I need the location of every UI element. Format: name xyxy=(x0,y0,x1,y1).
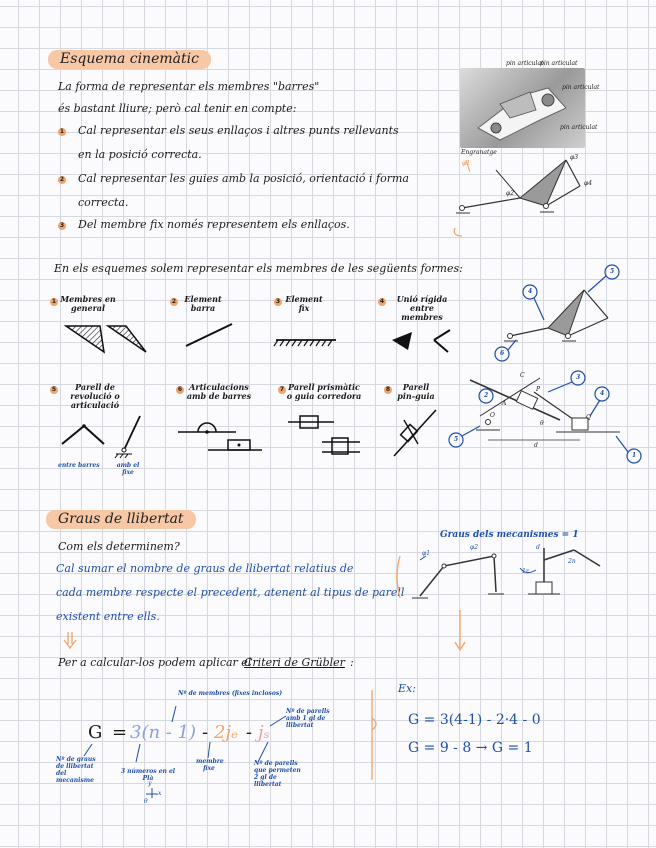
example-label: Ex: xyxy=(398,682,416,695)
example-line: G = 9 - 8 → G = 1 xyxy=(408,740,533,756)
diagram-label: d xyxy=(534,442,538,449)
formula-minus: - xyxy=(246,722,253,743)
mechanism-label: φ4 xyxy=(584,180,593,187)
photo-label: pin articulat xyxy=(560,124,598,131)
colon: : xyxy=(350,656,354,669)
formula-term2: 2jₑ xyxy=(214,722,239,743)
axis-label: θ xyxy=(144,798,148,805)
gruebler-name: Criteri de Grübler xyxy=(244,656,345,669)
form-label: Element barra xyxy=(184,294,222,313)
photo-label: Engranatge xyxy=(461,149,497,156)
form-number: 8 xyxy=(385,386,391,393)
photo-label: pin articulat xyxy=(540,60,578,67)
form-number: 2 xyxy=(171,298,177,305)
photo-label: pin articulat xyxy=(506,60,544,67)
list-item: Cal representar els seus enllaços i altres punts rellevants xyxy=(78,124,399,137)
diagram-number: 1 xyxy=(632,452,637,459)
diagram-number: 4 xyxy=(528,288,533,295)
dof-mark: φ2 xyxy=(470,544,479,551)
diagram-label: O xyxy=(490,412,495,419)
form-note: entre barres xyxy=(58,462,100,469)
gruebler-intro: Per a calcular-los podem aplicar el xyxy=(58,656,252,669)
formula-minus: - xyxy=(202,722,209,743)
diagram-label: Q xyxy=(586,414,591,421)
list-item: en la posició correcta. xyxy=(78,148,202,161)
list-number: 3 xyxy=(59,222,65,229)
form-number: 1 xyxy=(51,298,57,305)
axis-label: x xyxy=(158,790,162,797)
formula-note: membre fixe xyxy=(196,758,224,772)
example-line: G = 3(4-1) - 2·4 - 0 xyxy=(408,712,541,728)
dof-mark: φ1 xyxy=(422,550,431,557)
form-number: 5 xyxy=(51,386,57,393)
diagram-number: 5 xyxy=(454,436,459,443)
mechanism-label: φ2 xyxy=(506,190,515,197)
list-item: Cal representar les guies amb la posició, orientació i forma xyxy=(78,172,409,185)
list-item: correcta. xyxy=(78,196,129,209)
diagram-label: P xyxy=(536,386,541,393)
formula-eq: = xyxy=(112,722,128,743)
form-number: 7 xyxy=(279,386,285,393)
formula-note: Nº de membres (fixes inclosos) xyxy=(178,690,283,697)
diagram-label: A xyxy=(502,400,507,407)
text-line: és bastant lliure; però cal tenir en compte: xyxy=(58,102,297,115)
form-label: Parell de revolució o articulació xyxy=(70,382,120,410)
blue-text: existent entre ells. xyxy=(56,610,160,623)
blue-text: Cal sumar el nombre de graus de llibertat relatius de xyxy=(56,562,354,575)
form-label: Membres en general xyxy=(60,294,116,313)
dof-mark: 1r xyxy=(522,568,529,575)
diagram-number: 3 xyxy=(576,374,581,381)
dof-mark: 2n xyxy=(568,558,576,565)
form-label: Articulacions amb de barres xyxy=(186,382,252,401)
axis-label: y xyxy=(148,780,152,787)
dof-mark: d xyxy=(536,544,540,551)
formula-term1: 3(n - 1) xyxy=(130,722,197,743)
form-number: 3 xyxy=(275,298,281,305)
form-label: Parell pin-guia xyxy=(397,382,435,401)
diagram-number: 6 xyxy=(500,350,505,357)
formula-note: 3 números en el Plà xyxy=(120,768,176,782)
blue-text: cada membre respecte el precedent, atenent al tipus de parell xyxy=(56,586,405,599)
text-line: La forma de representar els membres "barres" xyxy=(58,80,320,93)
mechanism-label: φ3 xyxy=(570,154,579,161)
list-item: Del membre fix només representem els enllaços. xyxy=(78,218,350,231)
photo-label: pin articulat xyxy=(562,84,600,91)
diagram-number: 2 xyxy=(484,392,489,399)
section-title-graus: Graus de llibertat xyxy=(46,510,196,529)
diagram-number: 5 xyxy=(610,268,615,275)
dof-label: Graus dels mecanismes = 1 xyxy=(440,530,579,540)
diagram-number: 4 xyxy=(600,390,605,397)
question: Com els determinem? xyxy=(58,540,180,553)
formula-note: Nº de parells amb 1 gl de llibertat xyxy=(286,708,330,729)
form-label: Element fix xyxy=(285,294,323,313)
list-number: 1 xyxy=(59,128,65,135)
form-label: Parell prismàtic o guia corredora xyxy=(286,382,362,401)
section-title-esquema: Esquema cinemàtic xyxy=(48,50,211,69)
form-number: 6 xyxy=(177,386,183,393)
form-number: 4 xyxy=(379,298,385,305)
formula-term3: jₛ xyxy=(258,722,270,743)
diagram-label: C xyxy=(520,372,525,379)
list-number: 2 xyxy=(59,176,65,183)
formula-note: Nº de graus de llibertat del mecanisme xyxy=(56,756,96,784)
form-note: amb el fixe xyxy=(116,462,140,476)
text-line: En els esquemes solem representar els membres de les següents formes: xyxy=(54,262,463,275)
form-label: Unió rígida entre membres xyxy=(396,294,448,322)
mechanism-label: φ1 xyxy=(462,160,471,167)
diagram-label: θ xyxy=(540,420,544,427)
formula-g: G xyxy=(88,722,103,743)
formula-note: Nº de parells que permeten 2 gl de llibertat xyxy=(254,760,301,788)
